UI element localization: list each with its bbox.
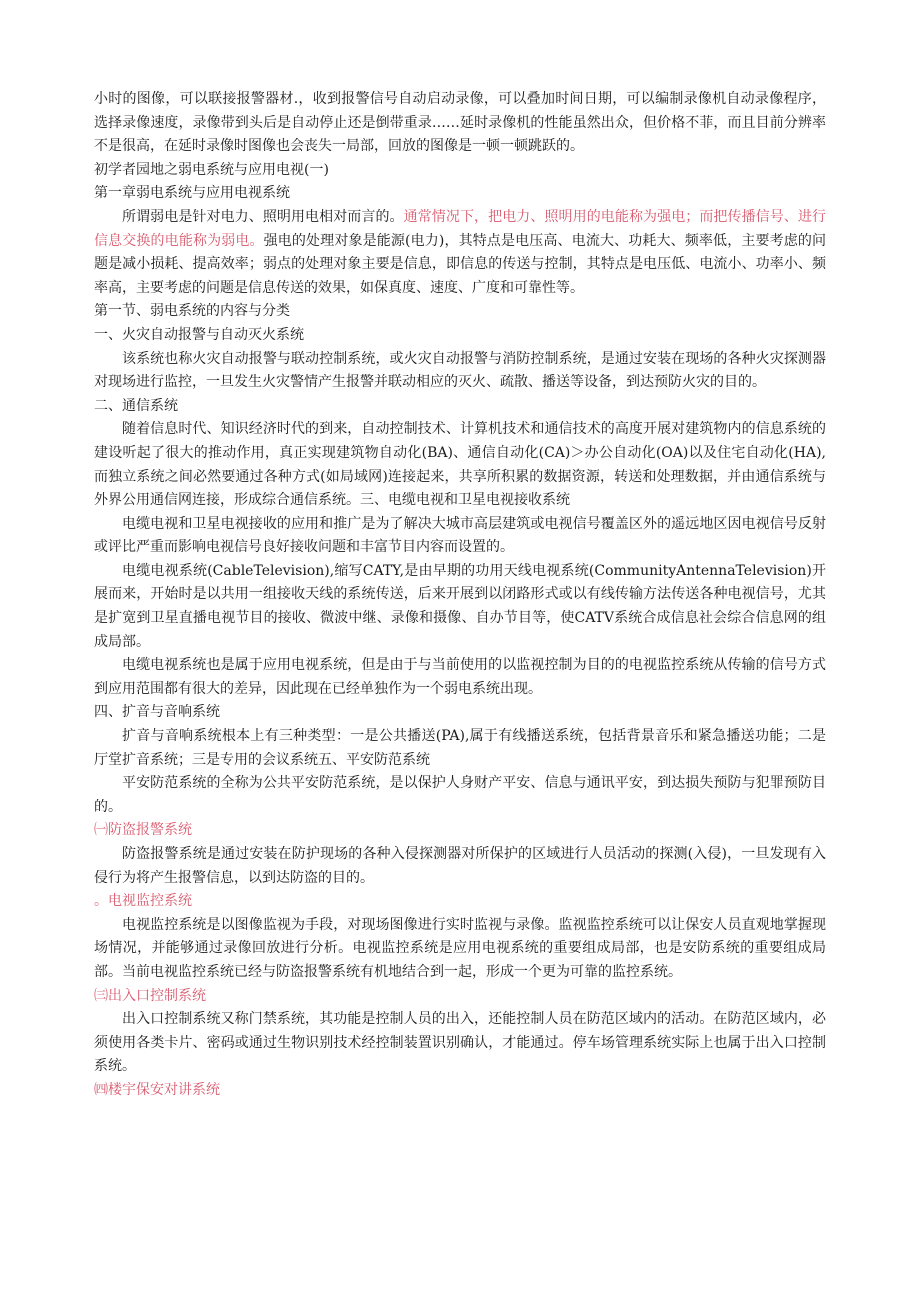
paragraph-communication: 随着信息时代、知识经济时代的到来，自动控制技术、计算机技术和通信技术的高度开展对建筑物内的信息系统的建设听起了很大的推动作用，真正实现建筑物自动化(BA)、通信自动化(CA)＞办公自动化(OA)以及住宅自动化(HA),而独立系统之间必然要通过各种方式(如局域网)连接起来，共享所积累的数据资源，转送和处理数据，并由通信系统与外界公用通信网连接，形成综合通信系统。三、电缆电视和卫星电视接收系统 <box>94 421 826 509</box>
heading-audio: 四、扩音与音响系统 <box>94 704 220 721</box>
paragraph-cable-tv-3: 电缆电视系统也是属于应用电视系统，但是由于与当前使用的以监视控制为目的的电视监控系统从传输的信号方式到应用范围都有很大的差异，因此现在已经单独作为一个弱电系统出现。 <box>94 657 826 697</box>
paragraph-access-control: 出入口控制系统又称门禁系统，其功能是控制人员的出入，还能控制人员在防范区域内的活动。在防范区域内，必须使用各类卡片、密码或通过生物识别技术经控制装置识别确认，才能通过。停车场管理系统实际上也属于出入口控制系统。 <box>94 1011 826 1075</box>
definition-paragraph <box>94 206 826 300</box>
heading-intercom: ㈣楼宇保安对讲系统 <box>94 1081 220 1098</box>
heading-communication: 二、通信系统 <box>94 397 178 414</box>
document-body <box>94 88 826 1103</box>
section-heading: 第一节、弱电系统的内容与分类 <box>94 303 290 320</box>
heading-access-control: ㈢出入口控制系统 <box>94 987 206 1004</box>
heading-cctv: 。电视监控系统 <box>94 893 192 910</box>
paragraph-audio: 扩音与音响系统根本上有三种类型：一是公共播送(PA),属于有线播送系统，包括背景音乐和紧急播送功能；二是厅堂扩音系统；三是专用的会议系统五、平安防范系统 <box>94 728 826 768</box>
paragraph-security: 平安防范系统的全称为公共平安防范系统，是以保护人身财产平安、信息与通讯平安，到达损失预防与犯罪预防目的。 <box>94 775 826 815</box>
chapter-heading: 第一章弱电系统与应用电视系统 <box>94 185 290 202</box>
definition-text-b: 强电的处理对象是能源(电力)，其特点是电压高、电流大、功耗大、频率低，主要考虑的问题是减小损耗、提高效率；弱点的处理对象主要是信息，即信息的传送与控制，其特点是电压低、电流小、功率小、频率高，主要考虑的问题是信息传送的效果，如保真度、速度、广度和可靠性等。 <box>94 232 827 296</box>
paragraph-cctv: 电视监控系统是以图像监视为手段，对现场图像进行实时监视与录像。监视监控系统可以让保安人员直观地掌握现场情况，并能够通过录像回放进行分析。电视监控系统是应用电视系统的重要组成局部，也是安防系统的重要组成局部。当前电视监控系统已经与防盗报警系统有机地结合到一起，形成一个更为可靠的监控系统。 <box>94 916 826 980</box>
paragraph-cable-tv-1: 电缆电视和卫星电视接收的应用和推广是为了解决大城市高层建筑或电视信号覆盖区外的遥远地区因电视信号反射或评比严重而影响电视信号良好接收问题和丰富节目内容而设置的。 <box>94 515 826 556</box>
definition-text-a: 所谓弱电是针对电力、照明用电相对而言的。 <box>122 208 404 225</box>
heading-fire: 一、火灾自动报警与自动灭火系统 <box>94 326 304 343</box>
paragraph-anti-theft: 防盗报警系统是通过安装在防护现场的各种入侵探测器对所保护的区域进行人员活动的探测(入侵)，一旦发现有入侵行为将产生报警信息，以到达防盗的目的。 <box>94 846 826 886</box>
definition-highlight: 通常情况下，把电力、照明用的电能称为强电；而把传播信号、进行信息交换的电能称为弱电。 <box>94 208 827 249</box>
paragraph-fire: 该系统也称火灾自动报警与联动控制系统，或火灾自动报警与消防控制系统，是通过安装在现场的各种火灾探测器对现场进行监控，一旦发生火灾警情产生报警并联动相应的灭火、疏散、播送等设备，到达预防火灾的目的。 <box>94 350 826 391</box>
intro-paragraph: 小时的图像，可以联接报警器材.，收到报警信号自动启动录像，可以叠加时间日期，可以编制录像机自动录像程序，选择录像速度，录像带到头后是自动停止还是倒带重录……延时录像机的性能虽然出众，但价格不菲，而且目前分辨率不是很高，在延时录像时图像也会丧失一局部，回放的图像是一顿一顿跳跃的。 <box>94 91 826 155</box>
paragraph-cable-tv-2: 电缆电视系统(CableTelevision),缩写CATY,是由早期的功用天线电视系统(CommunityAntennaTelevision)开展而来，开始时是以共用一组接收天线的系统传送，后来开展到以闭路形式或以有线传输方法传送各种电视信号，尤其是扩宽到卫星直播电视节目的接收、微波中继、录像和摄像、自办节目等，使CATV系统合成信息社会综合信息网的组成局部。 <box>94 562 826 650</box>
heading-anti-theft: ㈠防盗报警系统 <box>94 822 192 839</box>
article-title: 初学者园地之弱电系统与应用电视(一) <box>94 161 329 178</box>
